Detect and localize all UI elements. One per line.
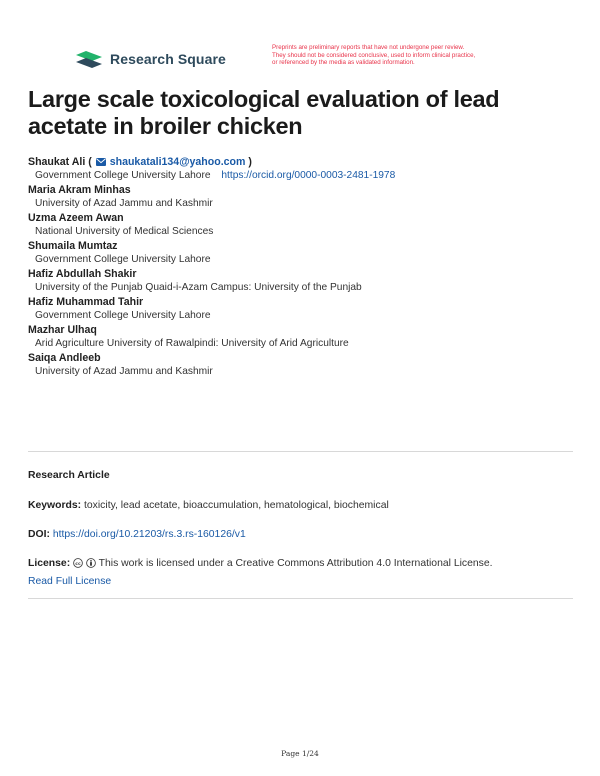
attribution-icon xyxy=(86,558,96,568)
license-text: This work is licensed under a Creative Commons Attribution 4.0 International License. xyxy=(98,558,493,569)
logo-word-square: Square xyxy=(177,51,226,67)
paper-title: Large scale toxicological evaluation of lead acetate in broiler chicken xyxy=(28,86,500,139)
research-square-logo[interactable] xyxy=(74,48,226,70)
author-affiliation xyxy=(28,169,578,183)
page-number: Page 1/24 xyxy=(281,749,319,758)
doi-link[interactable]: https://doi.org/10.21203/rs.3.rs-160126/v1 xyxy=(52,529,246,540)
preprint-disclaimer xyxy=(272,44,562,67)
author-entry xyxy=(28,323,578,351)
author-affiliation: University of Azad Jammu and Kashmir xyxy=(35,198,213,209)
author-entry xyxy=(28,295,578,323)
article-type-text: Research Article xyxy=(28,470,110,481)
author-name xyxy=(28,155,578,169)
author-affiliation: Arid Agriculture University of Rawalpindi: University of Arid Agriculture xyxy=(35,338,349,349)
author-entry xyxy=(28,267,578,295)
author-entry xyxy=(28,351,578,379)
disclaimer-line: Preprints are preliminary reports that have not undergone peer review. xyxy=(272,44,465,51)
author-list xyxy=(28,155,578,379)
author-name: Maria Akram Minhas xyxy=(28,184,131,196)
keywords-label: Keywords: xyxy=(28,500,82,511)
author-email-link[interactable]: shaukatali134@yahoo.com xyxy=(109,156,246,168)
mail-icon xyxy=(96,158,106,166)
svg-text:cc: cc xyxy=(75,561,81,567)
doi-line xyxy=(28,529,246,540)
creative-commons-icon xyxy=(73,558,83,568)
author-affiliation: Government College University Lahore xyxy=(35,254,211,265)
author-entry xyxy=(28,211,578,239)
affiliation-text: Government College University Lahore xyxy=(35,170,211,181)
disclaimer-line: They should not be considered conclusive, used to inform clinical practice, xyxy=(272,51,476,59)
license-label: License: xyxy=(28,558,71,569)
author-name: Hafiz Muhammad Tahir xyxy=(28,296,144,308)
author-name: Uzma Azeem Awan xyxy=(28,212,124,224)
logo-text xyxy=(110,51,226,67)
author-name: Shumaila Mumtaz xyxy=(28,240,118,252)
logo-word-research: Research xyxy=(110,51,174,67)
orcid-link[interactable]: https://orcid.org/0000-0003-2481-1978 xyxy=(221,170,396,181)
read-full-license-link[interactable]: Read Full License xyxy=(28,576,112,587)
article-type xyxy=(28,470,110,481)
author-affiliation: University of Azad Jammu and Kashmir xyxy=(35,366,213,377)
author-entry xyxy=(28,183,578,211)
keywords-text: toxicity, lead acetate, bioaccumulation, hematological, biochemical xyxy=(84,500,389,511)
author-entry xyxy=(28,155,578,183)
license-line xyxy=(28,558,493,569)
author-name: Mazhar Ulhaq xyxy=(28,324,97,336)
author-name: Saiqa Andleeb xyxy=(28,352,101,364)
section-divider xyxy=(28,451,573,452)
author-name: Hafiz Abdullah Shakir xyxy=(28,268,137,280)
author-affiliation: Government College University Lahore xyxy=(35,310,211,321)
doi-label: DOI: xyxy=(28,529,50,540)
research-square-logo-icon xyxy=(74,49,104,69)
disclaimer-line: or referenced by the media as validated information. xyxy=(272,59,415,67)
open-paren: ( xyxy=(88,156,92,168)
section-divider xyxy=(28,598,573,599)
keywords-line xyxy=(28,500,389,511)
author-affiliation: National University of Medical Sciences xyxy=(35,226,214,237)
author-affiliation: University of the Punjab Quaid-i-Azam Campus: University of the Punjab xyxy=(35,282,362,293)
author-name-text: Shaukat Ali xyxy=(28,156,86,168)
license-link-line xyxy=(28,576,111,587)
author-entry xyxy=(28,239,578,267)
close-paren: ) xyxy=(248,156,252,168)
